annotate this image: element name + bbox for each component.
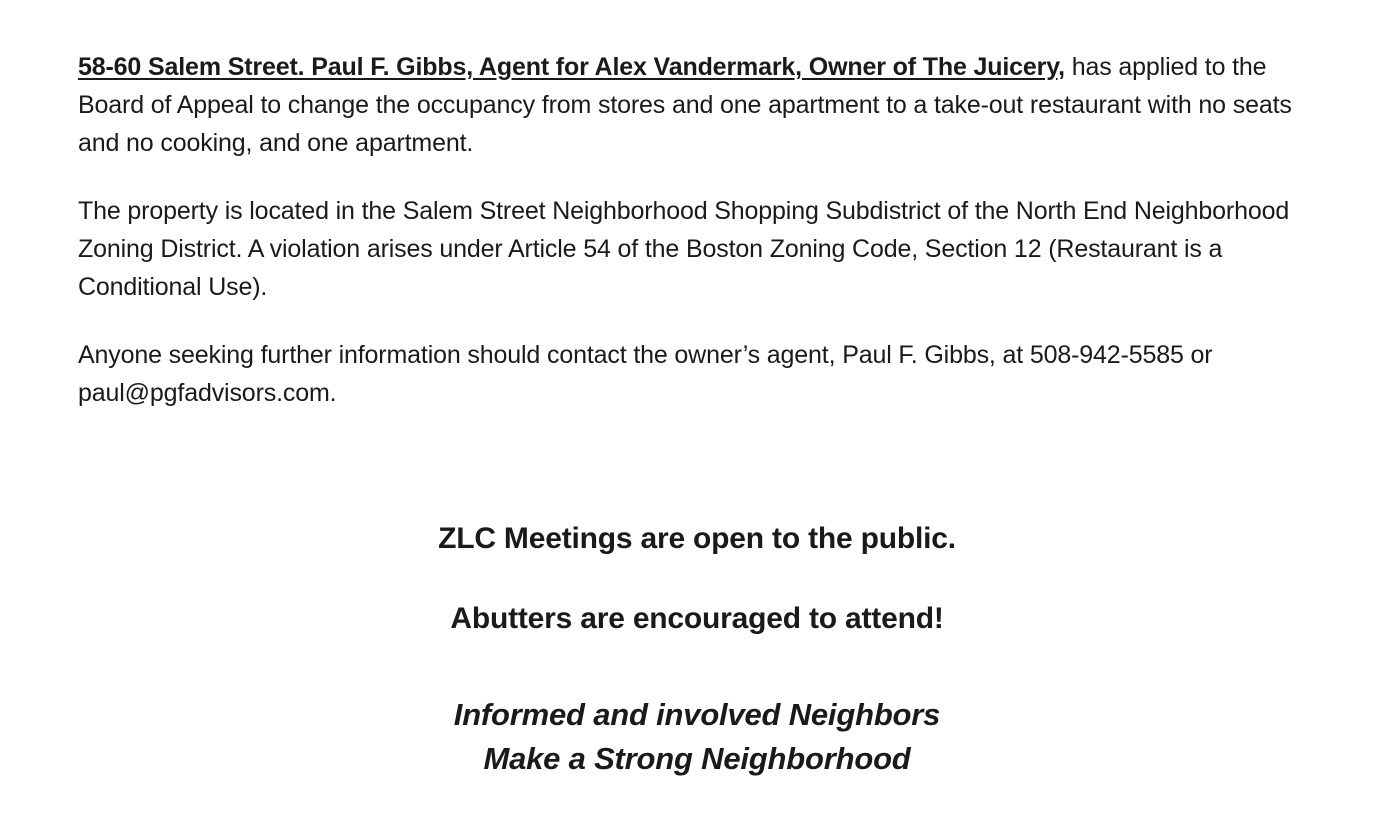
motto-line-1: Informed and involved Neighbors (453, 697, 941, 732)
application-paragraph (78, 48, 1328, 162)
motto-line-2: Make a Strong Neighborhood (483, 741, 911, 776)
motto (0, 693, 1394, 781)
abutters-notice: Abutters are encouraged to attend! (450, 602, 944, 635)
notice-document (78, 48, 1328, 412)
application-heading: 58-60 Salem Street. Paul F. Gibbs, Agent for Alex Vandermark, Owner of The Juicery, (78, 53, 1065, 81)
zoning-paragraph: The property is located in the Salem Street Neighborhood Shopping Subdistrict of the North End Neighborhood Zoning District. A violation arises under Article 54 of the Boston Zoning Code, Section 12 (Restaurant is a Conditional Use). (78, 197, 1290, 301)
application-body: has applied to the Board of Appeal to change the occupancy from stores and one apartment to a take-out restaurant with no seats and no cooking, and one apartment. (78, 53, 1292, 157)
contact-paragraph: Anyone seeking further information should contact the owner’s agent, Paul F. Gibbs, at 508-942-5585 or paul@pgfadvisors.com. (78, 341, 1213, 407)
open-meetings-notice: ZLC Meetings are open to the public. (438, 522, 956, 555)
